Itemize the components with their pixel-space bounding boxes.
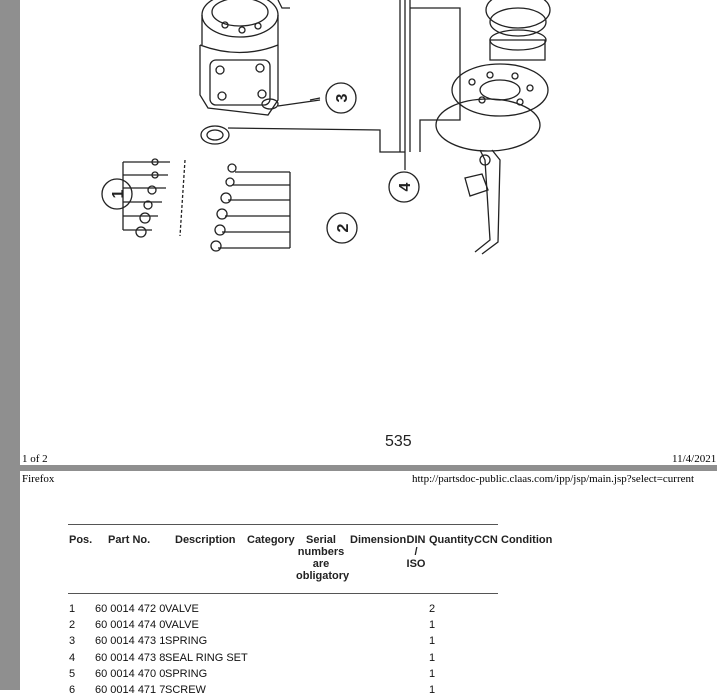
- cell-quantity: 1: [429, 652, 436, 664]
- col-header-din-line-3: ISO: [406, 558, 426, 570]
- cell-description: SPRING: [165, 635, 208, 647]
- col-header-ccn: CCN: [474, 534, 498, 546]
- small-parts-right: [211, 164, 290, 251]
- col-header-serial-line-1: Serial: [306, 534, 336, 546]
- seal-ring-drawing: [201, 126, 229, 144]
- print-footer-date: 11/4/2021: [672, 453, 717, 465]
- col-header-description: Description: [175, 534, 236, 546]
- cell-description: SCREW: [165, 684, 206, 696]
- col-header-dimension: Dimension: [350, 534, 407, 546]
- col-header-serial-line-3: are: [312, 558, 330, 570]
- valve-body-drawing: [200, 0, 320, 115]
- cell-quantity: 1: [429, 635, 436, 647]
- cell-description: SEAL RING SET: [165, 652, 248, 664]
- col-header-din-line-2: /: [414, 546, 418, 558]
- table-top-rule: [68, 524, 498, 525]
- cell-pos: 6: [69, 684, 76, 696]
- col-header-serial-line-4: obligatory: [296, 570, 350, 582]
- cell-description: VALVE: [165, 619, 199, 631]
- cell-pos: 2: [69, 619, 76, 631]
- cell-description: SPRING: [165, 668, 208, 680]
- cell-part-no: 60 0014 471 7: [95, 684, 166, 696]
- print-header-browser: Firefox: [22, 473, 55, 485]
- col-header-serial-line-2: numbers: [297, 546, 345, 558]
- page-break: [20, 465, 717, 471]
- callout-3: 3: [334, 93, 351, 103]
- cell-pos: 1: [69, 603, 76, 615]
- callout-2: 2: [335, 223, 352, 233]
- col-header-serial-numbers: [296, 534, 350, 582]
- table-header-rule: [68, 593, 498, 594]
- cell-pos: 5: [69, 668, 76, 680]
- col-header-quantity: Quantity: [429, 534, 474, 546]
- cell-pos: 4: [69, 652, 76, 664]
- col-header-part-no: Part No.: [108, 534, 151, 546]
- cell-part-no: 60 0014 472 0: [95, 603, 166, 615]
- viewer-left-margin: [0, 0, 20, 690]
- cell-part-no: 60 0014 473 8: [95, 652, 166, 664]
- cell-part-no: 60 0014 470 0: [95, 668, 166, 680]
- page-number: 535: [385, 433, 412, 450]
- callout-4: 4: [397, 182, 414, 192]
- cell-description: VALVE: [165, 603, 199, 615]
- print-footer-page-count: 1 of 2: [22, 453, 48, 465]
- cell-quantity: 1: [429, 684, 436, 696]
- cell-part-no: 60 0014 473 1: [95, 635, 166, 647]
- parts-exploded-drawing: [20, 0, 717, 440]
- callout-1: 1: [110, 189, 127, 199]
- col-header-category: Category: [247, 534, 295, 546]
- cell-quantity: 1: [429, 668, 436, 680]
- small-parts-left: [123, 159, 185, 237]
- col-header-pos: Pos.: [69, 534, 93, 546]
- cell-pos: 3: [69, 635, 76, 647]
- col-header-condition: Condition: [501, 534, 553, 546]
- cell-part-no: 60 0014 474 0: [95, 619, 166, 631]
- print-header-url: http://partsdoc-public.claas.com/ipp/jsp/main.jsp?select=current: [412, 473, 695, 485]
- col-header-din-iso: [405, 534, 427, 570]
- cell-quantity: 2: [429, 603, 436, 615]
- cell-quantity: 1: [429, 619, 436, 631]
- right-assembly-drawing: [436, 0, 550, 254]
- col-header-din-line-1: DIN: [406, 534, 426, 546]
